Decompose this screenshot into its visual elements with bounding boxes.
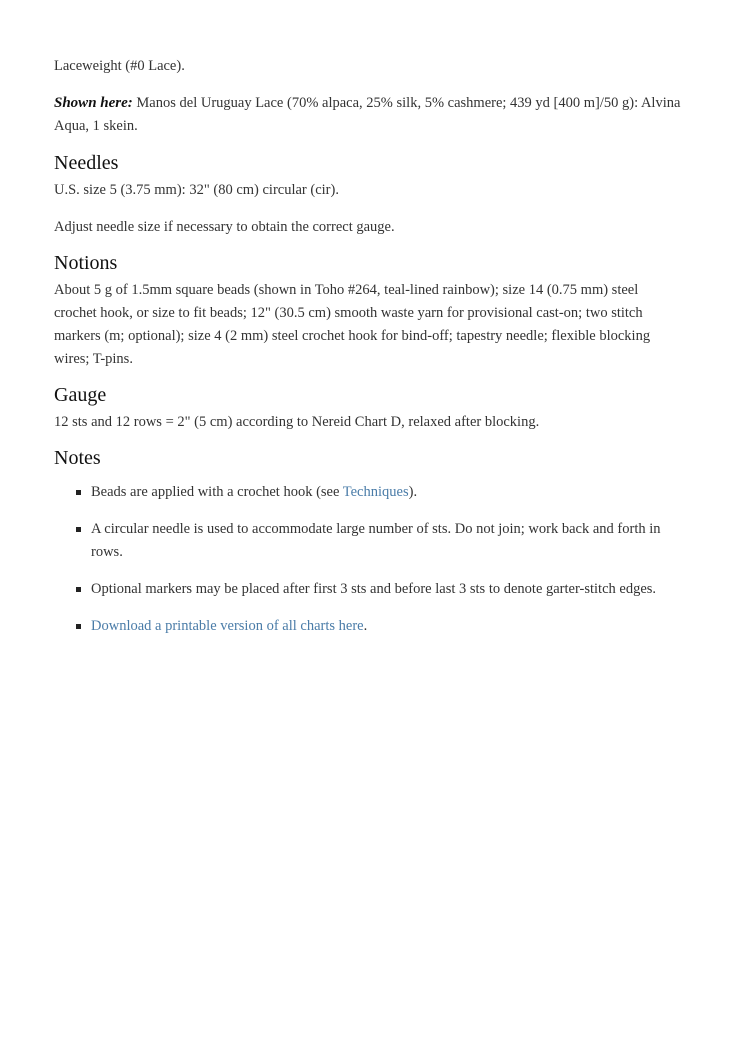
list-item xyxy=(76,481,684,504)
notions-text: About 5 g of 1.5mm square beads (shown in Toho #264, teal-lined rainbow); size 14 (0.75 mm) steel crochet hook, or size to fit beads; 12" (30.5 cm) smooth waste yarn for provisional cast-on; two stitch markers (m; optional); size 4 (2 mm) steel crochet hook for bind-off; tapestry needle; flexible blocking wires; T-pins. xyxy=(54,282,651,367)
yarn-weight-text: Laceweight (#0 Lace). xyxy=(54,58,185,74)
needles-heading: Needles xyxy=(54,152,119,174)
shown-here-paragraph xyxy=(54,92,684,138)
notes-list xyxy=(54,481,684,638)
list-item xyxy=(76,518,684,564)
notions-section xyxy=(54,250,684,371)
shown-here-label: Shown here: xyxy=(54,95,133,111)
needles-size-text: U.S. size 5 (3.75 mm): 32" (80 cm) circular (cir). xyxy=(54,182,339,198)
pattern-page xyxy=(54,55,684,652)
shown-here-text: Manos del Uruguay Lace (70% alpaca, 25% silk, 5% cashmere; 439 yd [400 m]/50 g): Alvina Aqua, 1 skein. xyxy=(54,95,681,134)
note-text: ). xyxy=(408,484,418,500)
gauge-section xyxy=(54,382,684,434)
note-text: Beads are applied with a crochet hook (see xyxy=(91,484,343,500)
square-bullet-icon xyxy=(76,624,81,629)
square-bullet-icon xyxy=(76,527,81,532)
note-text: A circular needle is used to accommodate large number of sts. Do not join; work back and forth in rows. xyxy=(91,521,661,560)
note-text: . xyxy=(363,618,368,634)
download-charts-link[interactable]: Download a printable version of all charts here xyxy=(91,618,364,634)
gauge-heading: Gauge xyxy=(54,384,107,406)
square-bullet-icon xyxy=(76,490,81,495)
gauge-text: 12 sts and 12 rows = 2" (5 cm) according to Nereid Chart D, relaxed after blocking. xyxy=(54,414,540,430)
square-bullet-icon xyxy=(76,587,81,592)
list-item xyxy=(76,578,684,601)
techniques-link[interactable]: Techniques xyxy=(342,484,409,500)
notes-heading: Notes xyxy=(54,447,101,469)
notes-section xyxy=(54,445,684,638)
list-item xyxy=(76,615,684,638)
notions-heading: Notions xyxy=(54,252,118,274)
note-text: Optional markers may be placed after first 3 sts and before last 3 sts to denote garter-stitch edges. xyxy=(91,581,657,597)
needles-section xyxy=(54,150,684,239)
needles-adjust-text: Adjust needle size if necessary to obtain the correct gauge. xyxy=(54,219,395,235)
